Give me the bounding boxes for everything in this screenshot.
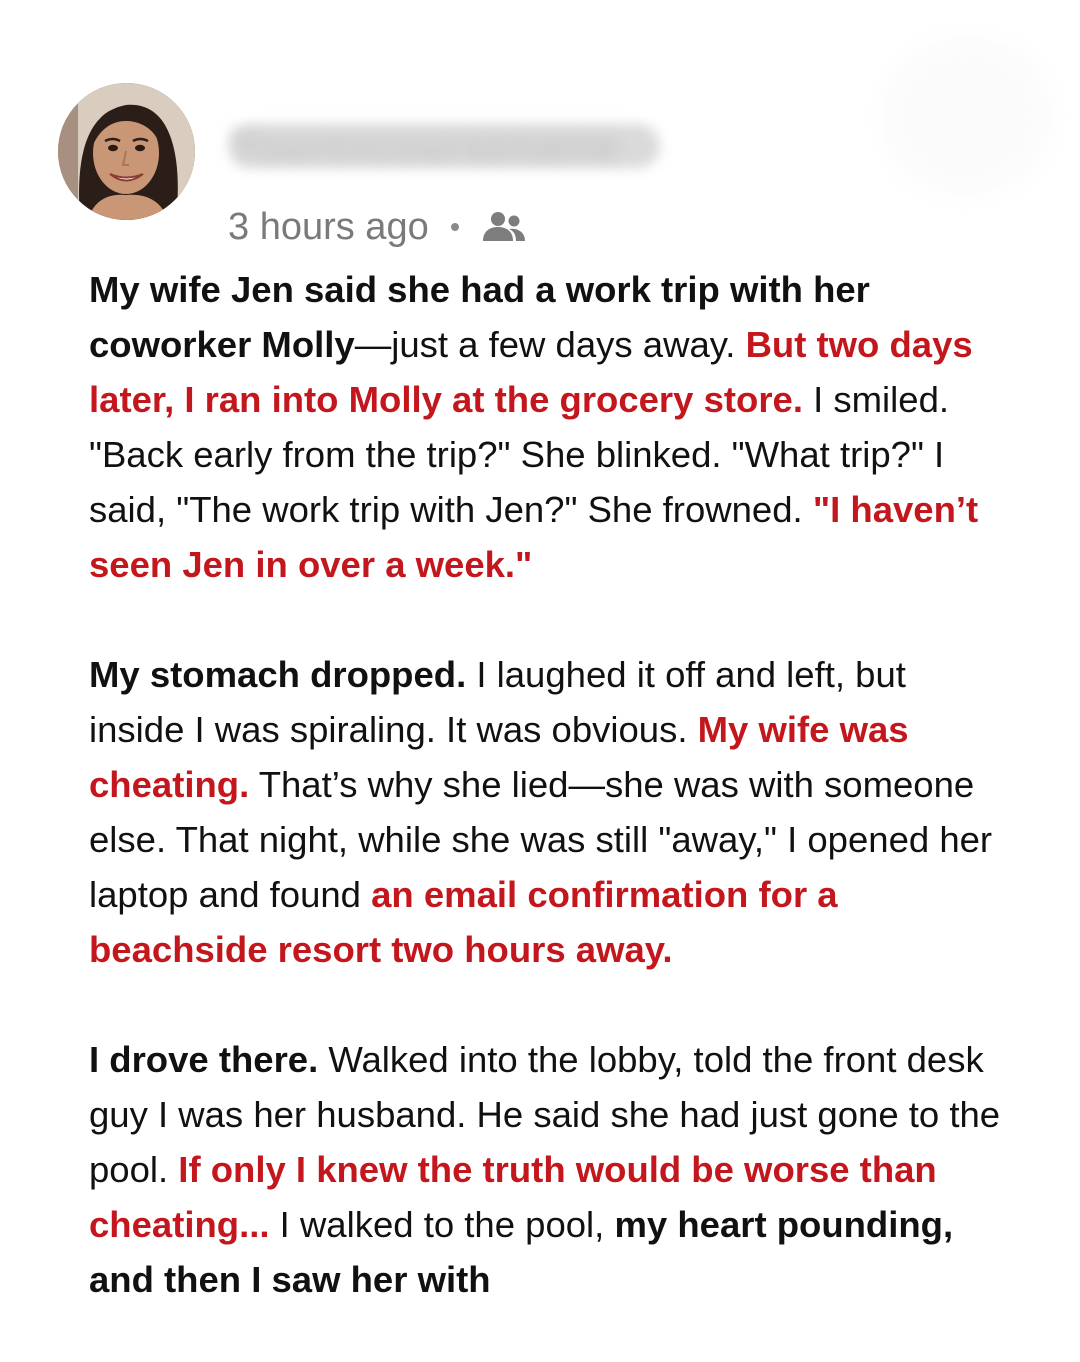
text-normal: I laughed it off and left, but inside I was spiraling. It was obvious. (89, 654, 906, 750)
text-highlight: My wife was cheating. (89, 709, 909, 805)
paragraph-2 (89, 647, 1009, 977)
timestamp[interactable]: 3 hours ago (228, 205, 429, 248)
text-highlight: If only I knew the truth would be worse than cheating... (89, 1149, 937, 1245)
text-bold: my heart pounding, and then I saw her with (89, 1204, 954, 1300)
text-highlight: But two days later, I ran into Molly at the grocery store. (89, 324, 973, 420)
text-highlight: "I haven’t seen Jen in over a week." (89, 489, 979, 585)
text-normal: I smiled. "Back early from the trip?" She blinked. "What trip?" I said, "The work trip with Jen?" She frowned. (89, 379, 950, 530)
paragraph-1 (89, 262, 1009, 592)
avatar[interactable] (58, 83, 195, 220)
post-meta (228, 204, 529, 250)
avatar-photo (58, 83, 195, 220)
text-normal: I walked to the pool, (269, 1204, 615, 1245)
text-normal: That’s why she lied—she was with someone else. That night, while she was still "away," I opened her laptop and found (89, 764, 993, 915)
text-bold: I drove there. (89, 1039, 319, 1080)
author-name[interactable]: Yourexcoursename (232, 122, 619, 169)
friends-icon[interactable] (479, 207, 529, 247)
paragraph-3 (89, 1032, 1009, 1307)
text-bold: My stomach dropped. (89, 654, 467, 695)
post-body (89, 262, 1009, 1362)
text-normal: —just a few days away. (354, 324, 746, 365)
text-bold: My wife Jen said she had a work trip with her coworker Molly (89, 269, 870, 365)
text-normal: Walked into the lobby, told the front desk guy I was her husband. He said she had just gone to the pool. (89, 1039, 1001, 1190)
more-options-icon[interactable] (882, 36, 1052, 196)
text-highlight: an email confirmation for a beachside resort two hours away. (89, 874, 838, 970)
separator-dot (451, 223, 459, 231)
